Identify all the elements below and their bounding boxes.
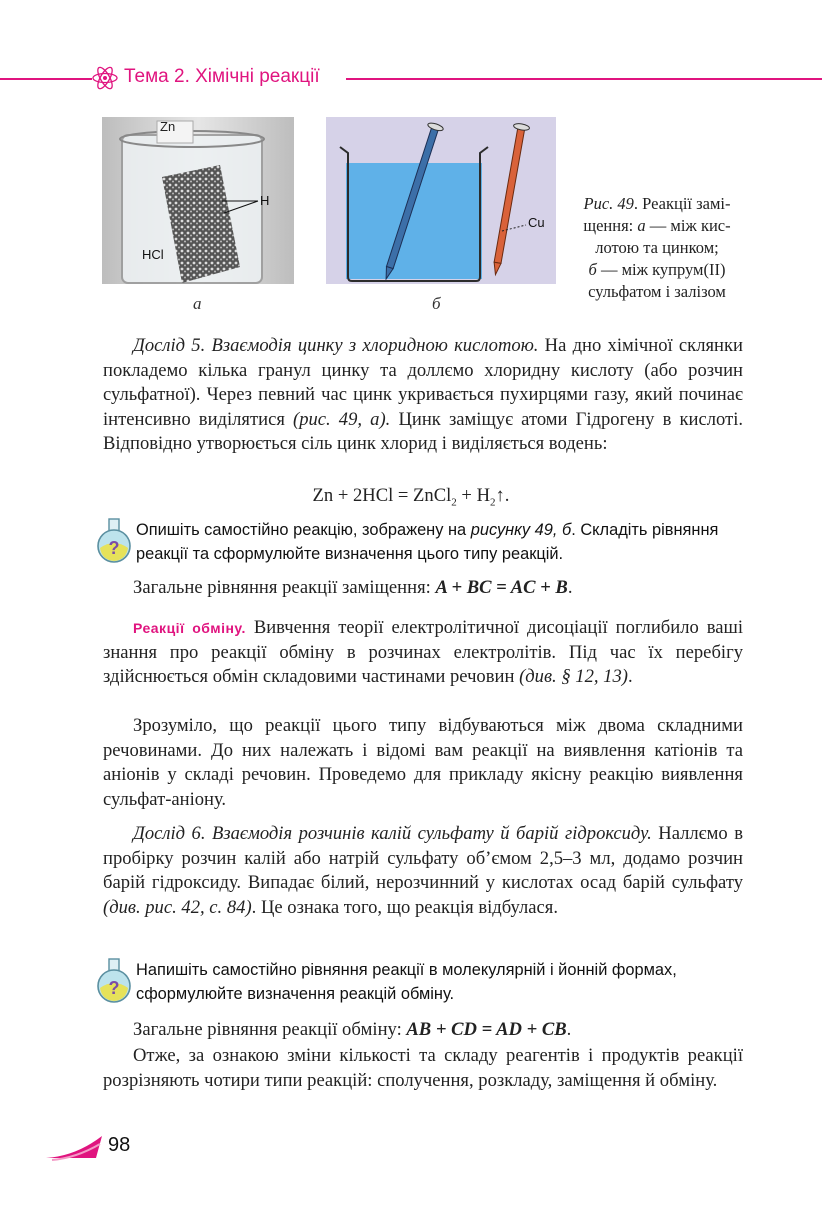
equation-part: + H bbox=[456, 485, 490, 506]
experiment-5-text: Цинк заміщує атоми Гідрогену в кислоті. Відповідно утворюється сіль цинк хлорид і виділяється водень: bbox=[103, 408, 744, 455]
page-number: 98 bbox=[108, 1134, 131, 1156]
equation-subscript: 2 bbox=[451, 496, 457, 509]
figure-letter-a: а bbox=[193, 294, 202, 313]
caption-text: сульфатом і залізом bbox=[588, 282, 726, 301]
svg-text:?: ? bbox=[108, 978, 120, 998]
caption-ref: Рис. 49 bbox=[583, 194, 634, 213]
figure-reference: рисунку 49, б bbox=[470, 521, 572, 539]
figure-49b-drawing bbox=[326, 117, 556, 284]
label-cu: Cu bbox=[528, 215, 545, 230]
label-zn: Zn bbox=[160, 119, 176, 134]
task-text: Опишіть самостійно реакцію, зображену на bbox=[136, 521, 471, 539]
equation-part: ↑. bbox=[495, 485, 510, 506]
punctuation: . bbox=[566, 1019, 572, 1040]
experiment-6-text: . Це ознака того, що реакція відбулася. bbox=[251, 896, 558, 918]
header-rule-left bbox=[0, 78, 92, 80]
equation-part: Zn + 2HCl = ZnCl bbox=[312, 485, 452, 506]
section-heading: Реакції обміну. bbox=[133, 620, 246, 636]
experiment-6-paragraph bbox=[103, 822, 743, 920]
equation-label: Загальне рівняння реакції заміщення: bbox=[133, 577, 436, 598]
caption-text: . Реакції замі- bbox=[633, 194, 731, 213]
conclusion-paragraph bbox=[103, 1044, 743, 1093]
experiment-5-text: На дно хімічної склянки покладемо кілька гранул цинку та доллємо хлоридну кислоту (або розчин сульфатної). Через певний час цинк укривається пухирцями газу, який починає інтенсивно виділятися bbox=[103, 335, 743, 430]
equation-label: Загальне рівняння реакції обміну: bbox=[133, 1019, 407, 1040]
page-corner-swoosh-icon bbox=[46, 1134, 106, 1164]
section-reference: (див. § 12, 13) bbox=[519, 666, 628, 688]
experiment-5-paragraph bbox=[103, 334, 743, 457]
task-2-text: Напишіть самостійно рівняння реакції в молекулярній і йонній формах, сформулюйте визначення реакцій обміну. bbox=[136, 961, 677, 1003]
question-flask-icon bbox=[96, 958, 132, 1004]
label-hcl: HCl bbox=[142, 247, 164, 262]
figure-reference: (див. рис. 42, с. 84) bbox=[103, 896, 252, 918]
experiment-6-title: Дослід 6. Взаємодія розчинів калій сульфату й барій гідроксиду. bbox=[133, 823, 652, 844]
caption-letter-b: б bbox=[588, 260, 597, 279]
substitution-general-equation bbox=[103, 576, 743, 601]
page-header bbox=[0, 66, 822, 90]
caption-text: — між кис- bbox=[645, 216, 731, 235]
label-h: H bbox=[260, 193, 270, 208]
caption-text: щення: bbox=[583, 216, 638, 235]
caption-letter-a: а bbox=[637, 216, 646, 235]
experiment-5-title: Дослід 5. Взаємодія цинку з хлоридною кислотою. bbox=[133, 335, 539, 356]
caption-text: — між купрум(II) bbox=[596, 260, 726, 279]
punctuation: . bbox=[627, 666, 633, 688]
figure-letter-b: б bbox=[432, 294, 441, 313]
exchange-general-equation bbox=[103, 1018, 743, 1043]
general-equation: A + BC = AC + B bbox=[435, 577, 568, 598]
caption-text: лотою та цинком; bbox=[595, 238, 719, 257]
exchange-reactions-paragraph-2 bbox=[103, 714, 743, 812]
task-1-text bbox=[136, 518, 746, 566]
figure-caption bbox=[566, 193, 748, 303]
figure-reference: (рис. 49, а). bbox=[293, 408, 391, 430]
equation-subscript: 2 bbox=[490, 496, 496, 509]
figure-49a-photo bbox=[102, 117, 294, 284]
exchange-text: Зрозуміло, що реакції цього типу відбуваються між двома складними речовинами. До них належать і відомі вам реакції на виявлення катіонів та аніонів у складі речовин. Проведемо для прикладу якісну реакцію виявлення сульфат-аніону. bbox=[103, 715, 743, 810]
task-text: . Складіть рівняння реакції та сформулюйте визначення цього типу реакцій. bbox=[136, 521, 719, 563]
atom-icon bbox=[92, 66, 118, 90]
punctuation: . bbox=[567, 577, 573, 598]
question-flask-icon bbox=[96, 518, 132, 564]
svg-text:?: ? bbox=[108, 538, 120, 558]
conclusion-text: Отже, за ознакою зміни кількості та складу реагентів і продуктів реакції розрізняють чотири типи реакцій: сполучення, розкладу, заміщення й обміну. bbox=[103, 1045, 743, 1091]
exchange-reactions-paragraph bbox=[103, 616, 743, 690]
header-rule-right bbox=[346, 78, 822, 80]
experiment-6-text: Наллємо в пробірку розчин калій або натрій сульфату об’ємом 2,5–3 мл, додамо розчин барій гідроксиду. Випадає білий, нерозчинний у кислотах осад барій сульфату bbox=[103, 823, 743, 894]
label-h-pointer bbox=[222, 193, 262, 219]
exchange-text: Вивчення теорії електролітичної дисоціації поглибило ваші знання про реакції обміну в розчинах електролітів. Під час їх перебігу здійснюється обмін складовими частинами речовин bbox=[103, 617, 743, 688]
general-equation: AB + CD = AD + CB bbox=[406, 1019, 567, 1040]
header-title: Тема 2. Хімічні реакції bbox=[124, 66, 320, 87]
zinc-hcl-equation bbox=[0, 485, 822, 509]
page-footer bbox=[46, 1134, 156, 1164]
